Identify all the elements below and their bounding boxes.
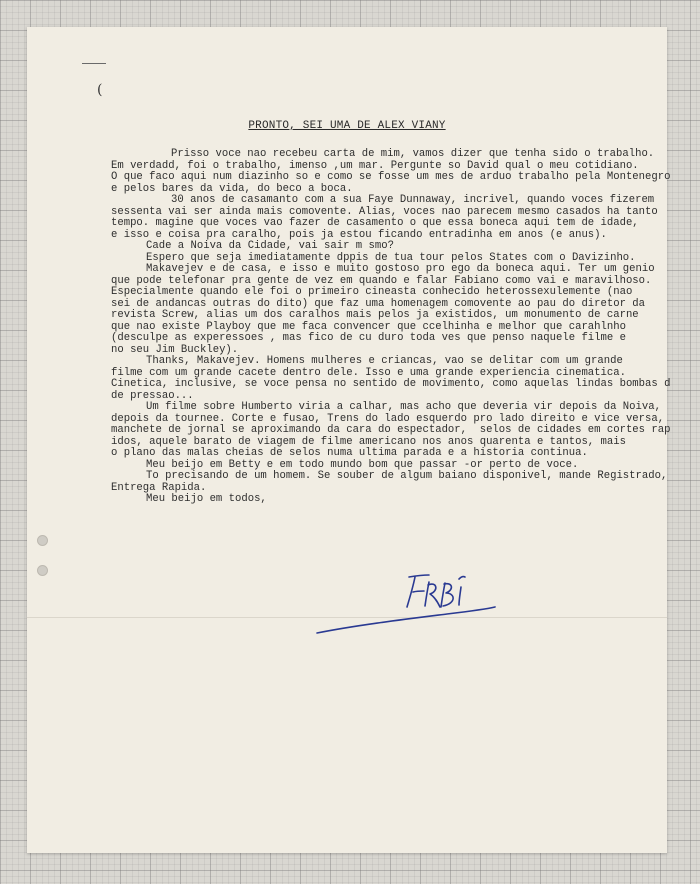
- letter-line: Thanks, Makavejev. Homens mulheres e criancas, vao se delitar com um grande: [146, 355, 623, 367]
- margin-mark: (: [97, 82, 103, 98]
- letter-line: Um filme sobre Humberto viria a calhar, mas acho que deveria vir depois da Noiva,: [146, 401, 661, 413]
- letter-line: e isso e coisa pra caralho, pois ja estou ficando entradinha em anos (e anus).: [111, 228, 607, 241]
- letter-line: Especialmente quando ele foi o primeiro cineasta conhecido heterossexulemente (nao: [111, 286, 633, 298]
- letter-line: idos, aquele barato de viagem de filme americano nos anos quarenta e tantos, mais: [111, 435, 626, 448]
- letter-line: Entrega Rapida.: [111, 481, 207, 494]
- punch-hole-icon: [37, 535, 48, 546]
- letter-line: depois da tournee. Corte e fusao, Trens do lado esquerdo pro lado direito e vice versa,: [111, 412, 665, 425]
- letter-body: [111, 149, 671, 506]
- letter-line: O que faco aqui num diazinho so e como se fosse um mes de arduo trabalho pela Montenegro: [111, 171, 671, 183]
- letter-line: Espero que seja imediatamente dppis de tua tour pelos States com o Davizinho.: [146, 251, 636, 264]
- letter-line: revista Screw, alias um dos caralhos mais pelos ja existidos, um monumento de carne: [111, 309, 639, 321]
- letter-line: (desculpe as experessoes , mas fico de cu duro toda ves que penso naquele filme e: [111, 332, 626, 344]
- letter-line: Cinetica, inclusive, se voce pensa no sentido de movimento, como aquelas lindas bombas d: [111, 378, 671, 390]
- punch-hole-icon: [37, 565, 48, 576]
- letter-line: e pelos bares da vida, do beco a boca.: [111, 182, 353, 195]
- letter-line: sessenta vai ser ainda mais comovente. Alias, voces nao parecem mesmo casados ha tanto: [111, 205, 658, 218]
- letter-line: que pode telefonar pra gente de vez em quando e falar Fabiano como vai e maravilhoso.: [111, 274, 652, 287]
- letter-line: To precisando de um homem. Se souber de algum baiano disponivel, mande Registrado,: [146, 470, 668, 482]
- letter-title: PRONTO, SEI UMA DE ALEX VIANY: [248, 120, 446, 132]
- handwritten-signature: [297, 537, 497, 637]
- letter-line: Meu beijo em Betty e em todo mundo bom que passar -or perto de voce.: [146, 458, 579, 471]
- letter-page: [27, 27, 671, 853]
- letter-line: filme com um grande cacete dentro dele. Isso e uma grande experiencia cinematica.: [111, 366, 626, 379]
- margin-dash: [82, 63, 106, 64]
- letter-line: de pressao...: [111, 389, 194, 402]
- letter-line: manchete de jornal se aproximando da cara do espectador, selos de cidades em cortes rap: [111, 424, 671, 436]
- letter-line: Prisso voce nao recebeu carta de mim, vamos dizer que tenha sido o trabalho.: [171, 148, 655, 160]
- letter-line: o plano das malas cheias de selos numa ultima parada e a historia continua.: [111, 447, 588, 459]
- letter-line: Makavejev e de casa, e isso e muito gostoso pro ego da boneca aqui. Ter um genio: [146, 263, 655, 275]
- letter-line: Meu beijo em todos,: [146, 493, 267, 505]
- letter-line: sei de andancas outras do dito) que faz uma homenagem comovente ao pau do diretor da: [111, 297, 646, 310]
- letter-line: Em verdadd, foi o trabalho, imenso ,um mar. Pergunte so David qual o meu cotidiano.: [111, 159, 639, 172]
- letter-line: no seu Jim Buckley).: [111, 343, 239, 356]
- letter-line: tempo. magine que voces vao fazer de casamento o que essa boneca aqui tem de idade,: [111, 217, 639, 229]
- letter-line: Cade a Noiva da Cidade, vai sair m smo?: [146, 240, 394, 252]
- letter-line: que nao existe Playboy que me faca convencer que ccelhinha e melhor que carahlnho: [111, 320, 626, 333]
- letter-line: 30 anos de casamanto com a sua Faye Dunnaway, incrivel, quando voces fizerem: [171, 194, 655, 206]
